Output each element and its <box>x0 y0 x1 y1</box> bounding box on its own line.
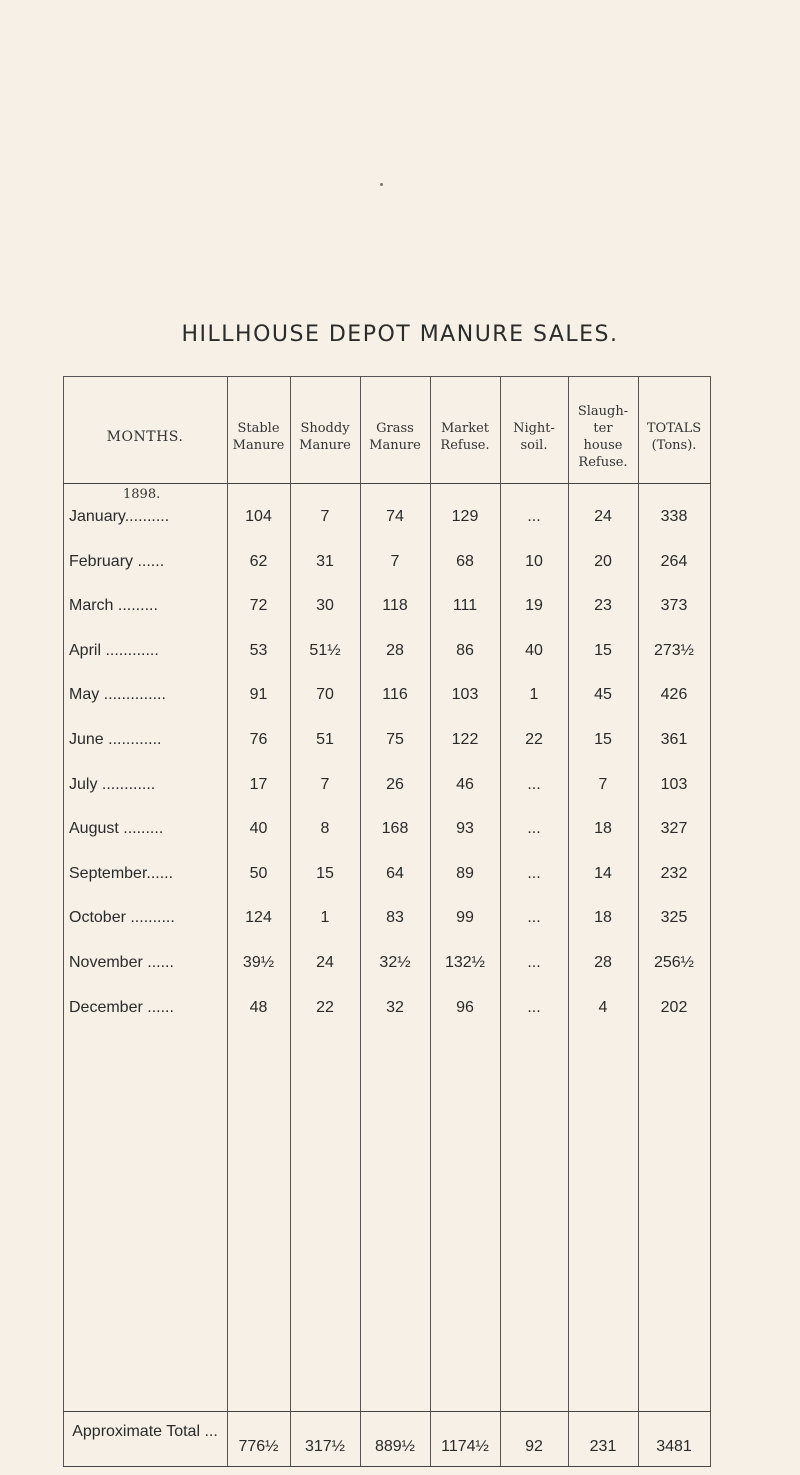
cell-slaughter: 45 <box>594 686 612 704</box>
cell-grass: 168 <box>381 820 409 838</box>
header-stable-manure: Stable Manure <box>232 421 285 453</box>
month-label: August ......... <box>69 820 164 838</box>
cell-slaughter: 15 <box>594 641 612 659</box>
header-grass-manure: Grass Manure <box>369 421 421 453</box>
cell-grass: 32 <box>386 998 404 1016</box>
cell-slaughter: 18 <box>594 820 612 838</box>
cell-grass: 118 <box>382 597 408 615</box>
cell-slaughter: 4 <box>598 998 608 1016</box>
cell-market: 122 <box>451 731 479 748</box>
cell-shoddy: 30 <box>316 597 334 615</box>
cell-grass: 74 <box>386 508 404 525</box>
table-row <box>63 680 711 710</box>
cell-shoddy: 70 <box>316 686 334 704</box>
cell-grass: 116 <box>382 686 408 704</box>
cell-shoddy: 7 <box>320 775 330 793</box>
cell-market: 93 <box>456 820 474 838</box>
table-row <box>63 502 711 532</box>
cell-market: 89 <box>456 864 474 882</box>
cell-total: 232 <box>660 864 688 882</box>
cell-shoddy: 24 <box>316 954 334 971</box>
table-row <box>63 547 711 577</box>
table-row <box>63 993 711 1023</box>
cell-night: ... <box>527 508 541 525</box>
cell-stable: 50 <box>249 864 268 882</box>
cell-slaughter: 7 <box>598 775 608 793</box>
table-row <box>63 636 711 666</box>
cell-grass: 32½ <box>379 954 411 971</box>
table-row <box>63 948 711 978</box>
cell-shoddy: 22 <box>316 998 334 1016</box>
cell-market: 99 <box>456 909 474 927</box>
table-row <box>63 903 711 933</box>
cell-night: 1 <box>529 686 539 704</box>
month-label: October .......... <box>69 909 175 927</box>
cell-stable: 72 <box>249 597 268 615</box>
total-label: Approximate Total ... <box>72 1423 218 1440</box>
scan-speck <box>380 183 383 186</box>
table-row <box>63 770 711 800</box>
cell-slaughter: 28 <box>594 954 612 971</box>
cell-grass: 26 <box>386 775 404 793</box>
cell-market: 68 <box>456 552 474 570</box>
cell-market: 96 <box>456 998 474 1016</box>
cell-stable: 104 <box>245 508 272 525</box>
total-grand: 3481 <box>656 1438 692 1455</box>
cell-grass: 28 <box>386 641 404 659</box>
cell-market: 86 <box>456 641 474 659</box>
cell-slaughter: 15 <box>594 731 612 748</box>
month-label: November ...... <box>69 954 174 971</box>
month-label: December ...... <box>69 998 174 1016</box>
year-label: 1898. <box>123 487 161 502</box>
cell-total: 202 <box>660 998 688 1016</box>
cell-stable: 62 <box>249 552 268 570</box>
month-label: September...... <box>69 864 174 882</box>
header-totals: TOTALS (Tons). <box>646 421 702 453</box>
cell-stable: 39½ <box>242 954 275 971</box>
cell-slaughter: 23 <box>594 597 612 615</box>
month-label: May .............. <box>69 686 166 704</box>
cell-shoddy: 8 <box>320 820 330 838</box>
cell-slaughter: 14 <box>594 864 612 882</box>
total-row <box>63 1432 711 1462</box>
cell-night: 22 <box>525 731 543 748</box>
cell-total: 273½ <box>653 641 695 659</box>
cell-stable: 124 <box>245 909 272 927</box>
cell-night: 19 <box>525 597 543 615</box>
table-row <box>63 725 711 755</box>
cell-total: 264 <box>660 552 688 570</box>
total-rule <box>63 1411 711 1412</box>
cell-shoddy: 51½ <box>309 641 341 659</box>
cell-slaughter: 20 <box>594 552 612 570</box>
total-slaughter: 231 <box>589 1438 617 1455</box>
table-row <box>63 591 711 621</box>
manure-sales-table <box>63 376 711 1467</box>
month-label: July ............ <box>69 775 156 793</box>
total-market: 1174½ <box>441 1438 489 1455</box>
cell-total: 327 <box>660 820 688 838</box>
cell-grass: 7 <box>390 552 400 570</box>
header-shoddy-manure: Shoddy Manure <box>299 421 351 453</box>
cell-night: ... <box>527 775 541 793</box>
cell-shoddy: 31 <box>316 552 334 570</box>
cell-night: ... <box>527 909 541 927</box>
month-label: June ............ <box>69 731 162 748</box>
header-rule <box>63 483 711 484</box>
cell-shoddy: 7 <box>320 508 330 525</box>
cell-total: 103 <box>660 775 688 793</box>
cell-market: 46 <box>456 775 474 793</box>
cell-night: ... <box>527 954 541 971</box>
cell-shoddy: 51 <box>316 731 334 748</box>
cell-grass: 64 <box>386 864 404 882</box>
cell-night: 10 <box>525 552 543 570</box>
cell-night: 40 <box>525 641 543 659</box>
cell-market: 103 <box>451 686 479 704</box>
month-label: February ...... <box>69 552 165 570</box>
header-market-refuse: Market Refuse. <box>440 421 490 453</box>
cell-slaughter: 18 <box>594 909 612 927</box>
cell-total: 325 <box>660 909 688 927</box>
cell-total: 338 <box>660 508 688 525</box>
cell-total: 426 <box>660 686 688 704</box>
cell-market: 111 <box>452 597 478 615</box>
cell-stable: 17 <box>249 775 268 793</box>
cell-shoddy: 1 <box>320 909 330 927</box>
cell-stable: 48 <box>249 998 268 1016</box>
total-grass: 889½ <box>374 1438 416 1455</box>
cell-shoddy: 15 <box>316 864 334 882</box>
cell-stable: 91 <box>249 686 268 704</box>
total-night-soil: 92 <box>525 1438 543 1455</box>
cell-stable: 40 <box>249 820 268 838</box>
cell-stable: 53 <box>249 641 268 659</box>
header-months: MONTHS. <box>106 428 184 445</box>
cell-grass: 83 <box>386 909 404 927</box>
cell-market: 129 <box>451 508 479 525</box>
cell-total: 361 <box>660 731 688 748</box>
table-row <box>63 814 711 844</box>
cell-total: 256½ <box>653 954 695 971</box>
cell-night: ... <box>527 820 541 838</box>
month-label: April ............ <box>69 641 159 659</box>
cell-stable: 76 <box>249 731 268 748</box>
page-title: HILLHOUSE DEPOT MANURE SALES. <box>181 322 619 347</box>
cell-night: ... <box>527 864 541 882</box>
total-stable: 776½ <box>238 1438 279 1455</box>
month-label: January.......... <box>69 508 170 525</box>
cell-market: 132½ <box>444 954 486 971</box>
cell-grass: 75 <box>386 731 404 748</box>
month-label: March ......... <box>69 597 158 615</box>
total-shoddy: 317½ <box>304 1438 346 1455</box>
cell-total: 373 <box>660 597 688 615</box>
header-slaughter-house-refuse: Slaugh-ter house Refuse. <box>577 404 629 470</box>
table-row <box>63 859 711 889</box>
cell-night: ... <box>527 998 541 1016</box>
header-night-soil: Night-soil. <box>513 421 555 453</box>
cell-slaughter: 24 <box>594 508 612 525</box>
